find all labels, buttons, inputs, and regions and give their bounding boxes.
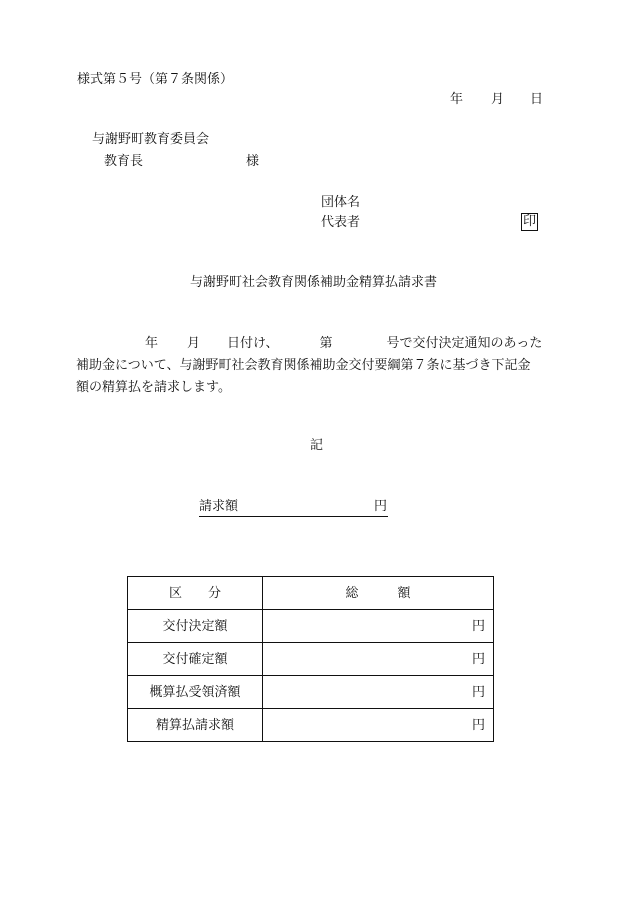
body-line-1 bbox=[76, 333, 560, 355]
row-label: 交付確定額 bbox=[128, 643, 263, 676]
date-day-label: 日 bbox=[530, 92, 544, 107]
date-year-label: 年 bbox=[450, 92, 464, 107]
seal-mark bbox=[521, 213, 538, 231]
body-paragraph bbox=[76, 333, 560, 399]
row-label: 概算払受領済額 bbox=[128, 676, 263, 709]
group-name-label: 団体名 bbox=[321, 195, 361, 210]
body-month: 月 bbox=[187, 336, 201, 351]
row-label: 交付決定額 bbox=[128, 610, 263, 643]
header-total: 総 額 bbox=[263, 577, 494, 610]
request-amount-label: 請求額 bbox=[199, 499, 239, 514]
addressee-honorific: 様 bbox=[246, 154, 260, 169]
table-row bbox=[128, 709, 494, 742]
body-dai: 第 bbox=[319, 336, 333, 351]
addressee-title: 教育長 bbox=[104, 154, 144, 169]
date-month-label: 月 bbox=[491, 92, 505, 107]
row-amount-unit: 円 bbox=[263, 643, 494, 676]
row-amount-unit: 円 bbox=[263, 709, 494, 742]
header-category: 区 分 bbox=[128, 577, 263, 610]
body-line-2: 補助金について、与謝野町社会教育関係補助金交付要綱第７条に基づき下記金 bbox=[76, 358, 531, 373]
representative-label: 代表者 bbox=[321, 215, 361, 230]
addressee-board: 与謝野町教育委員会 bbox=[92, 132, 210, 147]
table-row bbox=[128, 610, 494, 643]
request-amount-unit: 円 bbox=[374, 499, 388, 514]
ki-mark: 記 bbox=[310, 438, 324, 453]
table-row bbox=[128, 643, 494, 676]
form-number: 様式第５号（第７条関係） bbox=[77, 72, 234, 87]
table-row bbox=[128, 676, 494, 709]
body-year: 年 bbox=[145, 336, 159, 351]
row-amount-unit: 円 bbox=[263, 676, 494, 709]
body-day: 日付け、 bbox=[227, 336, 279, 351]
table-header-row bbox=[128, 577, 494, 610]
seal-icon: 印 bbox=[523, 214, 537, 229]
body-rest-line1: 号で交付決定通知のあった bbox=[386, 336, 543, 351]
document-title: 与謝野町社会教育関係補助金精算払請求書 bbox=[190, 275, 438, 290]
row-amount-unit: 円 bbox=[263, 610, 494, 643]
body-line-3: 額の精算払を請求します。 bbox=[76, 380, 231, 395]
amount-table bbox=[127, 576, 494, 742]
row-label: 精算払請求額 bbox=[128, 709, 263, 742]
